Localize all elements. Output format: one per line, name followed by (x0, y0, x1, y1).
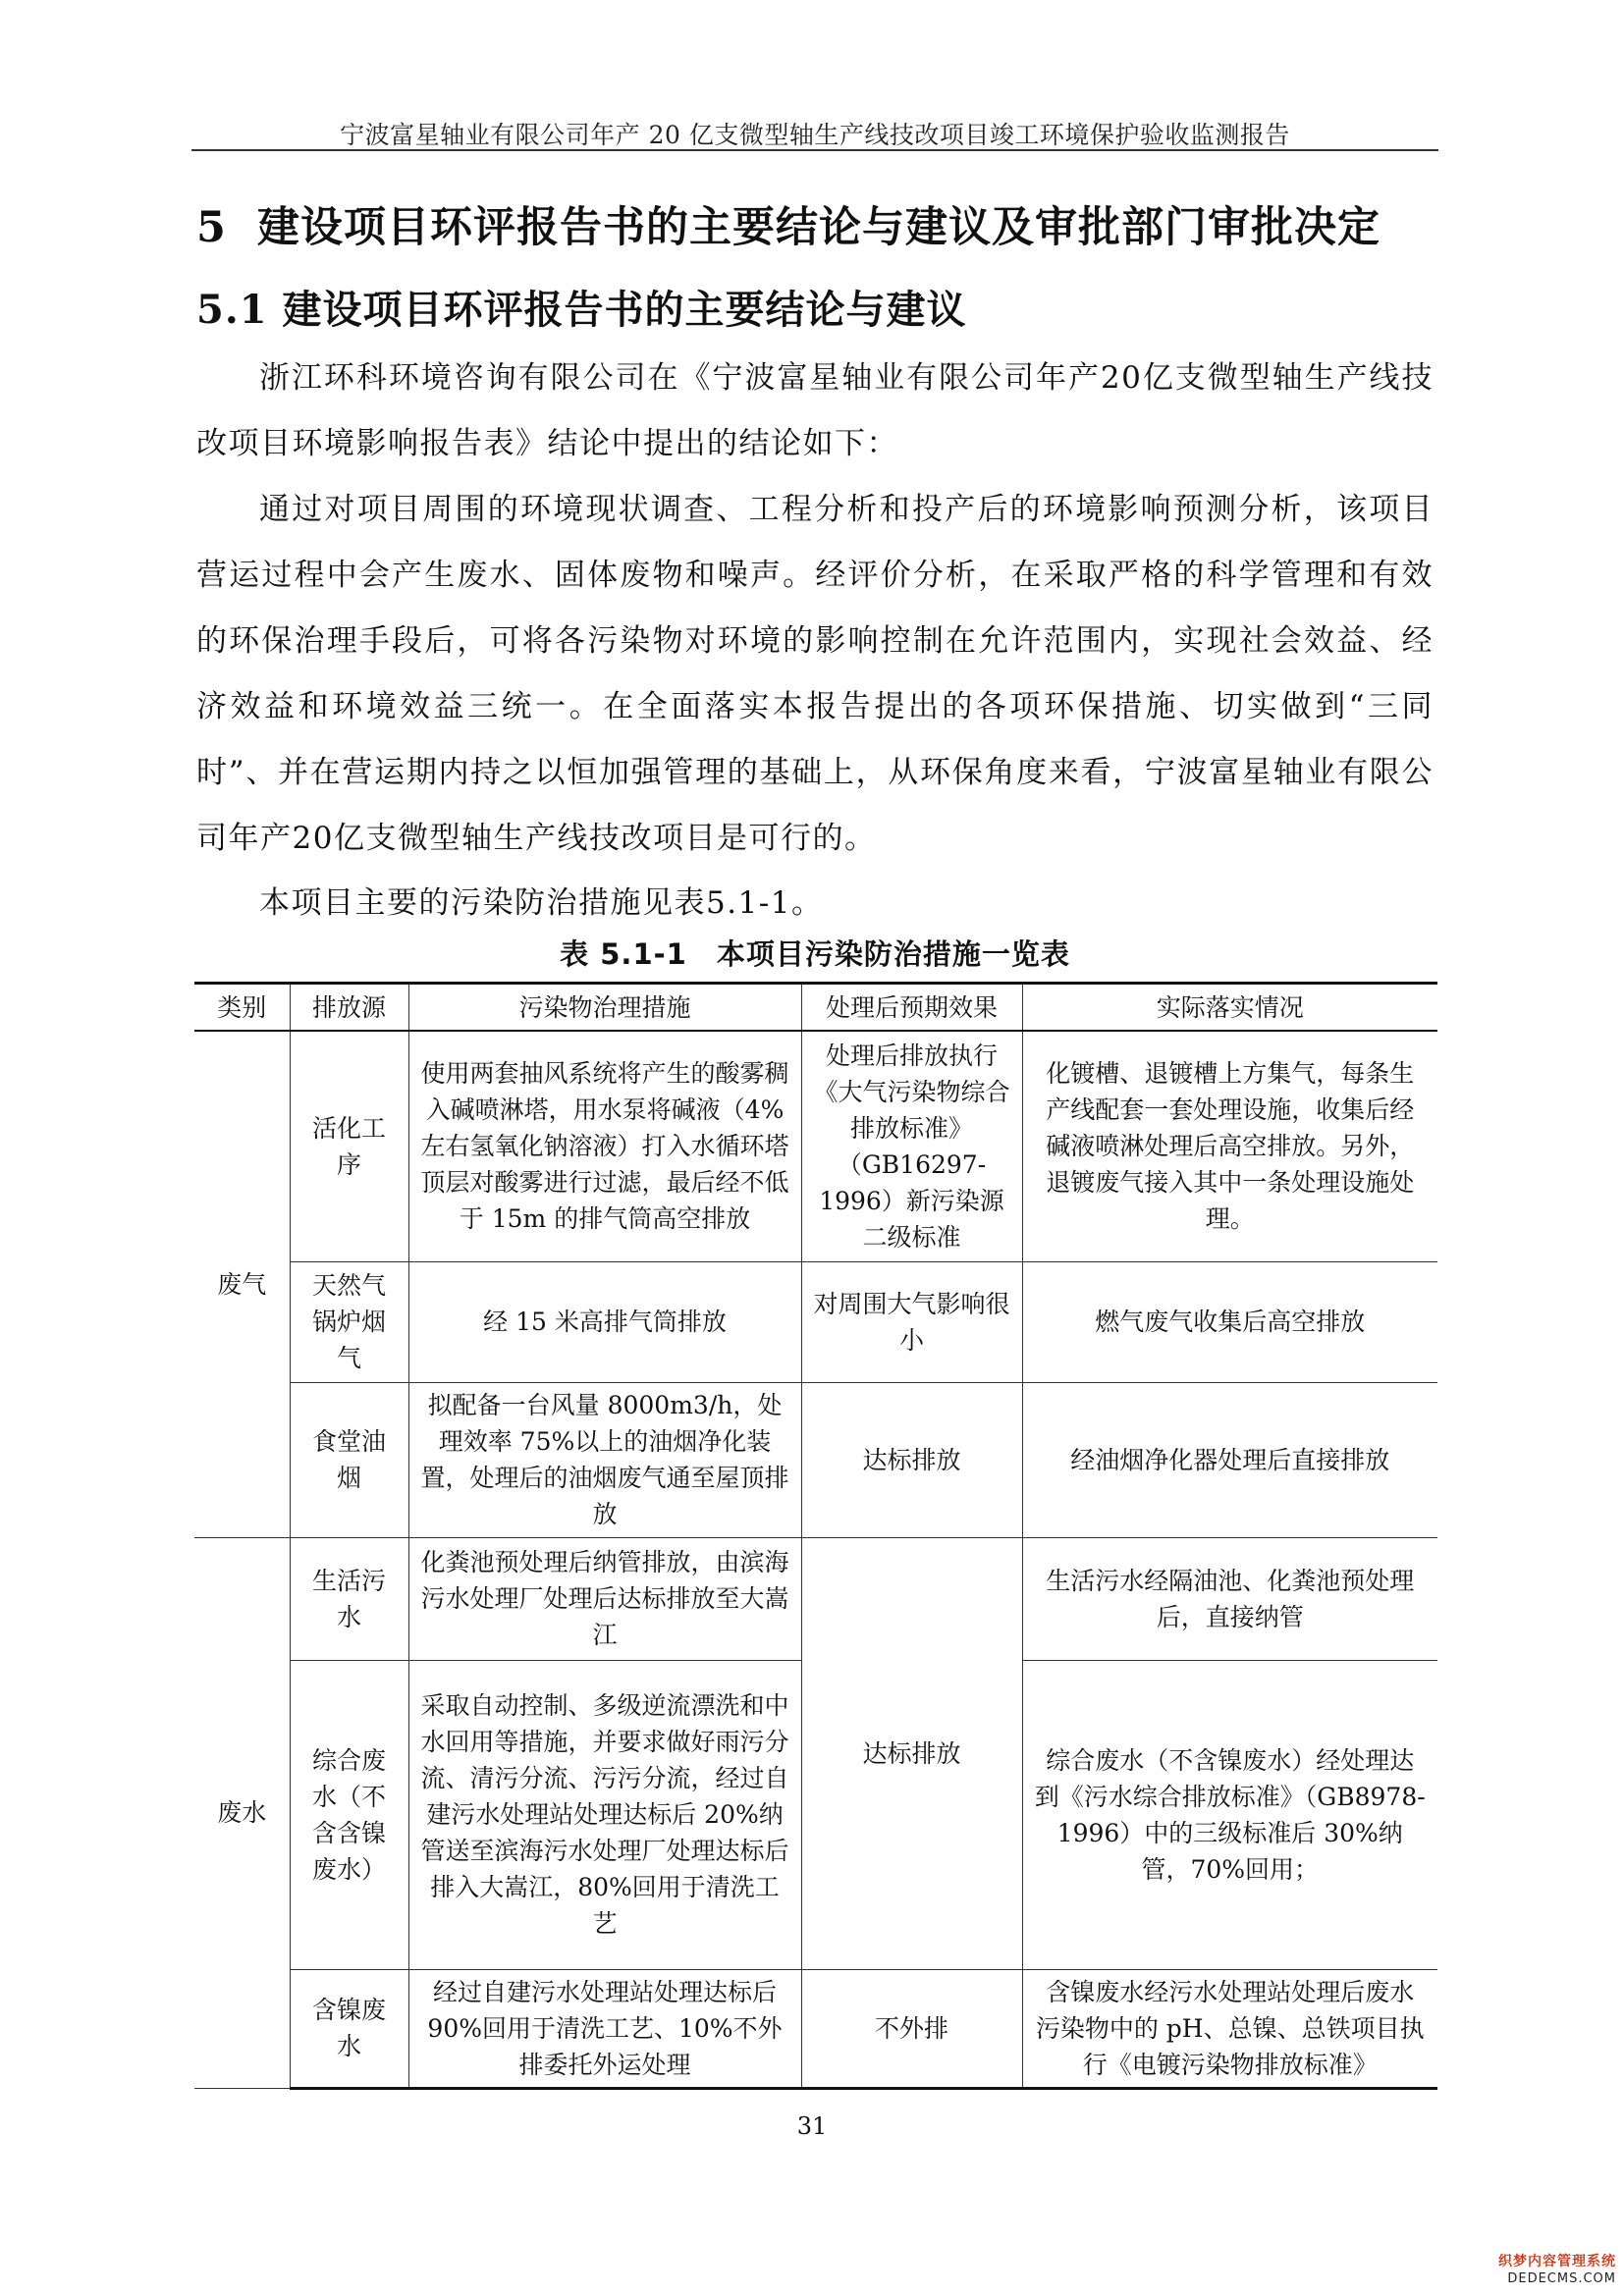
measures-cell: 经过自建污水处理站处理达标后 90%回用于清洗工艺、10%不外排委托外运处理 (408, 1969, 801, 2088)
measures-cell: 经 15 米高排气筒排放 (408, 1261, 801, 1382)
source-cell: 含镍废水 (290, 1969, 408, 2088)
actual-cell: 化镀槽、退镀槽上方集气，每条生产线配套一套处理设施，收集后经碱液喷淋处理后高空排放。另外，退镀废气接入其中一条处理设施处理。 (1022, 1031, 1437, 1261)
measures-cell: 采取自动控制、多级逆流漂洗和中水回用等措施，并要求做好雨污分流、清污分流、污污分流，经过自建污水处理站处理达标后 20%纳管送至滨海污水处理厂处理达标后排入大嵩江，80%回用于清洗工艺 (408, 1660, 801, 1969)
effect-cell: 达标排放 (801, 1537, 1022, 1969)
measures-cell: 化粪池预处理后纳管排放，由滨海污水处理厂处理后达标排放至大嵩江 (408, 1537, 801, 1660)
measures-cell: 使用两套抽风系统将产生的酸雾稠入碱喷淋塔，用水泵将碱液（4%左右氢氧化钠溶液）打入水循环塔顶层对酸雾进行过滤，最后经不低于 15m 的排气筒高空排放 (408, 1031, 801, 1261)
paragraph-conclusion: 通过对项目周围的环境现状调查、工程分析和投产后的环境影响预测分析，该项目营运过程中会产生废水、固体废物和噪声。经评价分析，在采取严格的科学管理和有效的环保治理手段后，可将各污染物对环境的影响控制在允许范围内，实现社会效益、经济效益和环境效益三统一。在全面落实本报告提出的各项环保措施、切实做到“三同时”、并在营运期内持之以恒加强管理的基础上，从环保角度来看，宁波富星轴业有限公司年产20亿支微型轴生产线技改项目是可行的。 (196, 492, 1434, 856)
source-cell: 综合废水（不含含镍废水） (290, 1660, 408, 1969)
header-rule (191, 149, 1438, 151)
pollution-control-table (194, 982, 1437, 2090)
category-cell: 废气 (194, 1031, 290, 1537)
section-heading (196, 194, 1473, 254)
site-watermark (1498, 2254, 1616, 2287)
category-cell: 废水 (194, 1537, 290, 2088)
paragraph-intro: 浙江环科环境咨询有限公司在《宁波富星轴业有限公司年产20亿支微型轴生产线技改项目环境影响报告表》结论中提出的结论如下： (196, 360, 1434, 461)
actual-cell: 经油烟净化器处理后直接排放 (1022, 1382, 1437, 1537)
actual-cell: 生活污水经隔油池、化粪池预处理后，直接纳管 (1022, 1537, 1437, 1660)
table-row (194, 1969, 1437, 2088)
header-measures: 污染物治理措施 (408, 984, 801, 1032)
section-number: 5 (196, 203, 227, 252)
effect-cell: 对周围大气影响很小 (801, 1261, 1022, 1382)
header-actual-status: 实际落实情况 (1022, 984, 1437, 1032)
table-header-row (194, 984, 1437, 1032)
subsection-heading: 5.1 建设项目环评报告书的主要结论与建议 (196, 287, 967, 333)
header-category: 类别 (194, 984, 290, 1032)
table-row (194, 1537, 1437, 1660)
effect-cell: 处理后排放执行《大气污染物综合排放标准》（GB16297-1996）新污染源二级标准 (801, 1031, 1022, 1261)
header-source: 排放源 (290, 984, 408, 1032)
source-cell: 活化工序 (290, 1031, 408, 1261)
table-row (194, 1031, 1437, 1261)
effect-cell: 不外排 (801, 1969, 1022, 2088)
source-cell: 天然气锅炉烟气 (290, 1261, 408, 1382)
page-number: 31 (796, 2112, 828, 2140)
source-cell: 食堂油烟 (290, 1382, 408, 1537)
paragraph-table-reference: 本项目主要的污染防治措施见表5.1-1。 (259, 885, 824, 921)
actual-cell: 燃气废气收集后高空排放 (1022, 1261, 1437, 1382)
running-header: 宁波富星轴业有限公司年产 20 亿支微型轴生产线技改项目竣工环境保护验收监测报告 (340, 121, 1290, 149)
table-row (194, 1382, 1437, 1537)
header-expected-effect: 处理后预期效果 (801, 984, 1022, 1032)
watermark-line-2: DEDECMS.COM (1507, 2271, 1616, 2286)
source-cell: 生活污水 (290, 1537, 408, 1660)
actual-cell: 综合废水（不含镍废水）经处理达到《污水综合排放标准》（GB8978-1996）中的三级标准后 30%纳管，70%回用； (1022, 1660, 1437, 1969)
table-row (194, 1261, 1437, 1382)
actual-cell: 含镍废水经污水处理站处理后废水污染物中的 pH、总镍、总铁项目执行《电镀污染物排放标准》 (1022, 1969, 1437, 2088)
effect-cell: 达标排放 (801, 1382, 1022, 1537)
measures-cell: 拟配备一台风量 8000m3/h，处理效率 75%以上的油烟净化装置，处理后的油烟废气通至屋顶排放 (408, 1382, 801, 1537)
watermark-line-1: 织梦内容管理系统 (1498, 2254, 1616, 2269)
section-title: 建设项目环评报告书的主要结论与建议及审批部门审批决定 (257, 203, 1380, 252)
table-caption: 表 5.1-1 本项目污染防治措施一览表 (560, 937, 1070, 971)
